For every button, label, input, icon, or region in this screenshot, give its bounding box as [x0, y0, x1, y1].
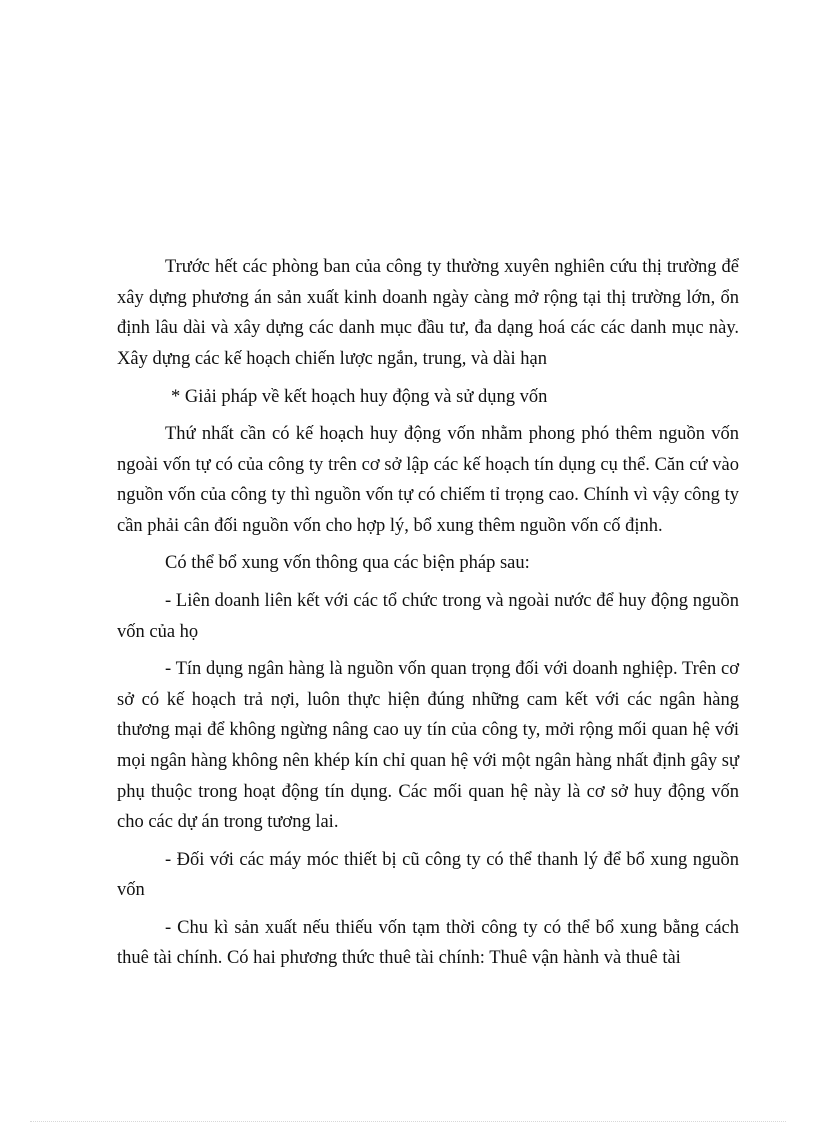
paragraph-joint-venture: - Liên doanh liên kết với các tổ chức trong và ngoài nước để huy động nguồn vốn của họ — [117, 590, 739, 642]
section-heading-capital-solution: * Giải pháp về kết hoạch huy động và sử dụng vốn — [171, 387, 548, 408]
paragraph-capital-plan: Thứ nhất cần có kế hoạch huy động vốn nhằm phong phó thêm nguồn vốn ngoài vốn tự có của công ty trên cơ sở lập các kế hoạch tín dụng cụ thể. Căn cứ vào nguồn vốn của công ty thì nguồn vốn tự có chiếm tỉ trọng cao. Chính vì vậy công ty cần phải cân đối nguồn vốn cho hợp lý, bổ xung thêm nguồn vốn cố định. — [117, 423, 739, 536]
document-body — [117, 252, 739, 974]
paragraph-measures-intro: Có thể bổ xung vốn thông qua các biện pháp sau: — [165, 553, 530, 574]
paragraph-market-research: Trước hết các phòng ban của công ty thường xuyên nghiên cứu thị trường để xây dựng phương án sản xuất kinh doanh ngày càng mở rộng tại thị trường lớn, ổn định lâu dài và xây dựng các danh mục đầu tư, đa dạng hoá các các danh mục này. Xây dựng các kế hoạch chiến lược ngắn, trung, và dài hạn — [117, 257, 739, 369]
page-bottom-divider — [30, 1121, 786, 1122]
paragraph-financial-leasing: - Chu kì sản xuất nếu thiếu vốn tạm thời công ty có thể bổ xung bằng cách thuê tài chính. Có hai phương thức thuê tài chính: Thuê vận hành và thuê tài — [117, 917, 739, 969]
paragraph-bank-credit: - Tín dụng ngân hàng là nguồn vốn quan trọng đối với doanh nghiệp. Trên cơ sở có kế hoạch trả nợi, luôn thực hiện đúng những cam kết với các ngân hàng thương mại để không ngừng nâng cao uy tín của công ty, mởi rộng mối quan hệ với mọi ngân hàng không nên khép kín chỉ quan hệ với một ngân hàng nhất định gây sự phụ thuộc trong hoạt động tín dụng. Các mối quan hệ này là cơ sở huy động vốn cho các dự án trong tương lai. — [117, 659, 739, 833]
paragraph-equipment-liquidation: - Đối với các máy móc thiết bị cũ công ty có thể thanh lý để bổ xung nguồn vốn — [117, 849, 739, 901]
